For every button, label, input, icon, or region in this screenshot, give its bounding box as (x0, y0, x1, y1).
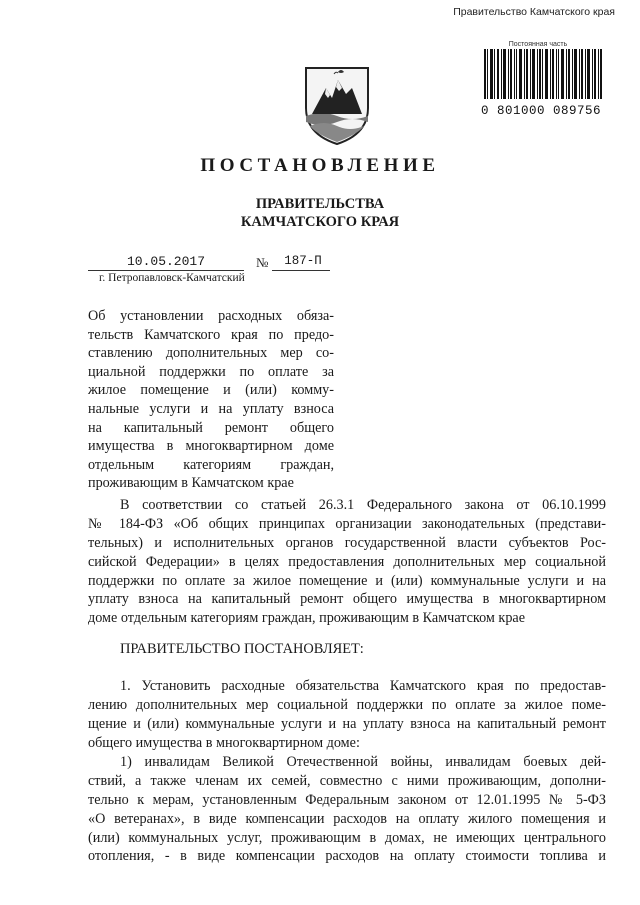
item-1-1-line: 1) инвалидам Великой Отечественной войны, инвалидам боевых дей- (120, 754, 606, 770)
preamble-line: уплату взноса на капитальный ремонт общего имущества в многоквартирном (88, 591, 606, 608)
item-1-1-paragraph (88, 753, 606, 866)
preamble-line: поддержки по оплате за жилое помещение и (или) коммунальные услуги и на (88, 572, 606, 589)
number-underline (272, 270, 330, 271)
item-1-1-line: тельно к мерам, установленным Федеральным законом от 12.01.1995 № 5-ФЗ (88, 791, 606, 808)
document-subject (88, 307, 334, 493)
date-underline (88, 270, 244, 271)
subject-line: проживающим в Камчатском крае (88, 475, 294, 492)
preamble-line: сийской Федерации» в целях предоставления дополнительных мер социальной (88, 553, 606, 570)
number-label: № (256, 255, 269, 270)
item-1-1-line: ствий, а также членам их семей, совместно с ними проживающим, дополни- (88, 772, 606, 789)
item-1-1-line: (или) коммунальных услуг, проживающим в домах, не имеющих центрального (88, 829, 606, 846)
subject-line: имущества в многоквартирном доме (88, 438, 334, 455)
preamble-line: В соответствии со статьей 26.3.1 Федерального закона от 06.10.1999 (120, 497, 606, 513)
government-stamp-text: Правительство Камчатского края (453, 6, 615, 18)
subject-line: тельств Камчатского края по предо- (88, 326, 334, 343)
document-city: г. Петропавловск-Камчатский (99, 272, 245, 284)
barcode-number: 0 801000 089756 (480, 104, 602, 118)
subject-line: нальные услуги и на уплату взноса (88, 400, 334, 417)
preamble-line: доме отдельным категориям граждан, проживающим в Камчатском крае (88, 610, 526, 627)
item-1-paragraph (88, 677, 606, 753)
issuer-line-2: КАМЧАТСКОГО КРАЯ (240, 214, 400, 230)
item-1-1-line: «О ветеранах», в виде компенсации расходов на оплату жилого помещения и (88, 810, 606, 827)
subject-line: Об установлении расходных обяза- (88, 308, 334, 324)
kamchatka-coat-of-arms-icon (300, 62, 374, 148)
preamble-paragraph (88, 496, 606, 628)
preamble-line: № 184-ФЗ «Об общих принципах организации законодательных (представи- (88, 515, 606, 532)
preamble-line: тельных) и исполнительных органов государственной власти субъектов Рос- (88, 534, 606, 551)
postal-note: Постоянная часть (508, 41, 568, 48)
decree-heading: ПРАВИТЕЛЬСТВО ПОСТАНОВЛЯЕТ: (120, 641, 364, 657)
item-1-1-line: отопления, - в виде компенсации расходов на оплату стоимости топлива и (88, 848, 606, 865)
subject-line: отдельным категориям граждан, (88, 456, 334, 473)
subject-line: жилое помещение и (или) комму- (88, 382, 334, 399)
document-date: 10.05.2017 (126, 254, 205, 269)
item-1-line: общего имущества в многоквартирном доме: (88, 734, 360, 751)
issuer-line-1: ПРАВИТЕЛЬСТВА (255, 196, 385, 212)
item-1-line: щение и (или) коммунальные услуги и на уплату взноса на капитальный ремонт (88, 715, 606, 732)
item-1-line: 1. Установить расходные обязательства Камчатского края по предостав- (120, 678, 606, 694)
subject-line: на капитальный ремонт общего (88, 419, 334, 436)
document-title: ПОСТАНОВЛЕНИЕ (200, 155, 440, 176)
document-number: 187-П (284, 254, 322, 268)
item-1-line: лению дополнительных мер социальной поддержки по оплате за жилое поме- (88, 696, 606, 713)
barcode (484, 49, 602, 99)
subject-line: ставлению дополнительных мер со- (88, 345, 334, 362)
subject-line: циальной поддержки по оплате за (88, 363, 334, 380)
